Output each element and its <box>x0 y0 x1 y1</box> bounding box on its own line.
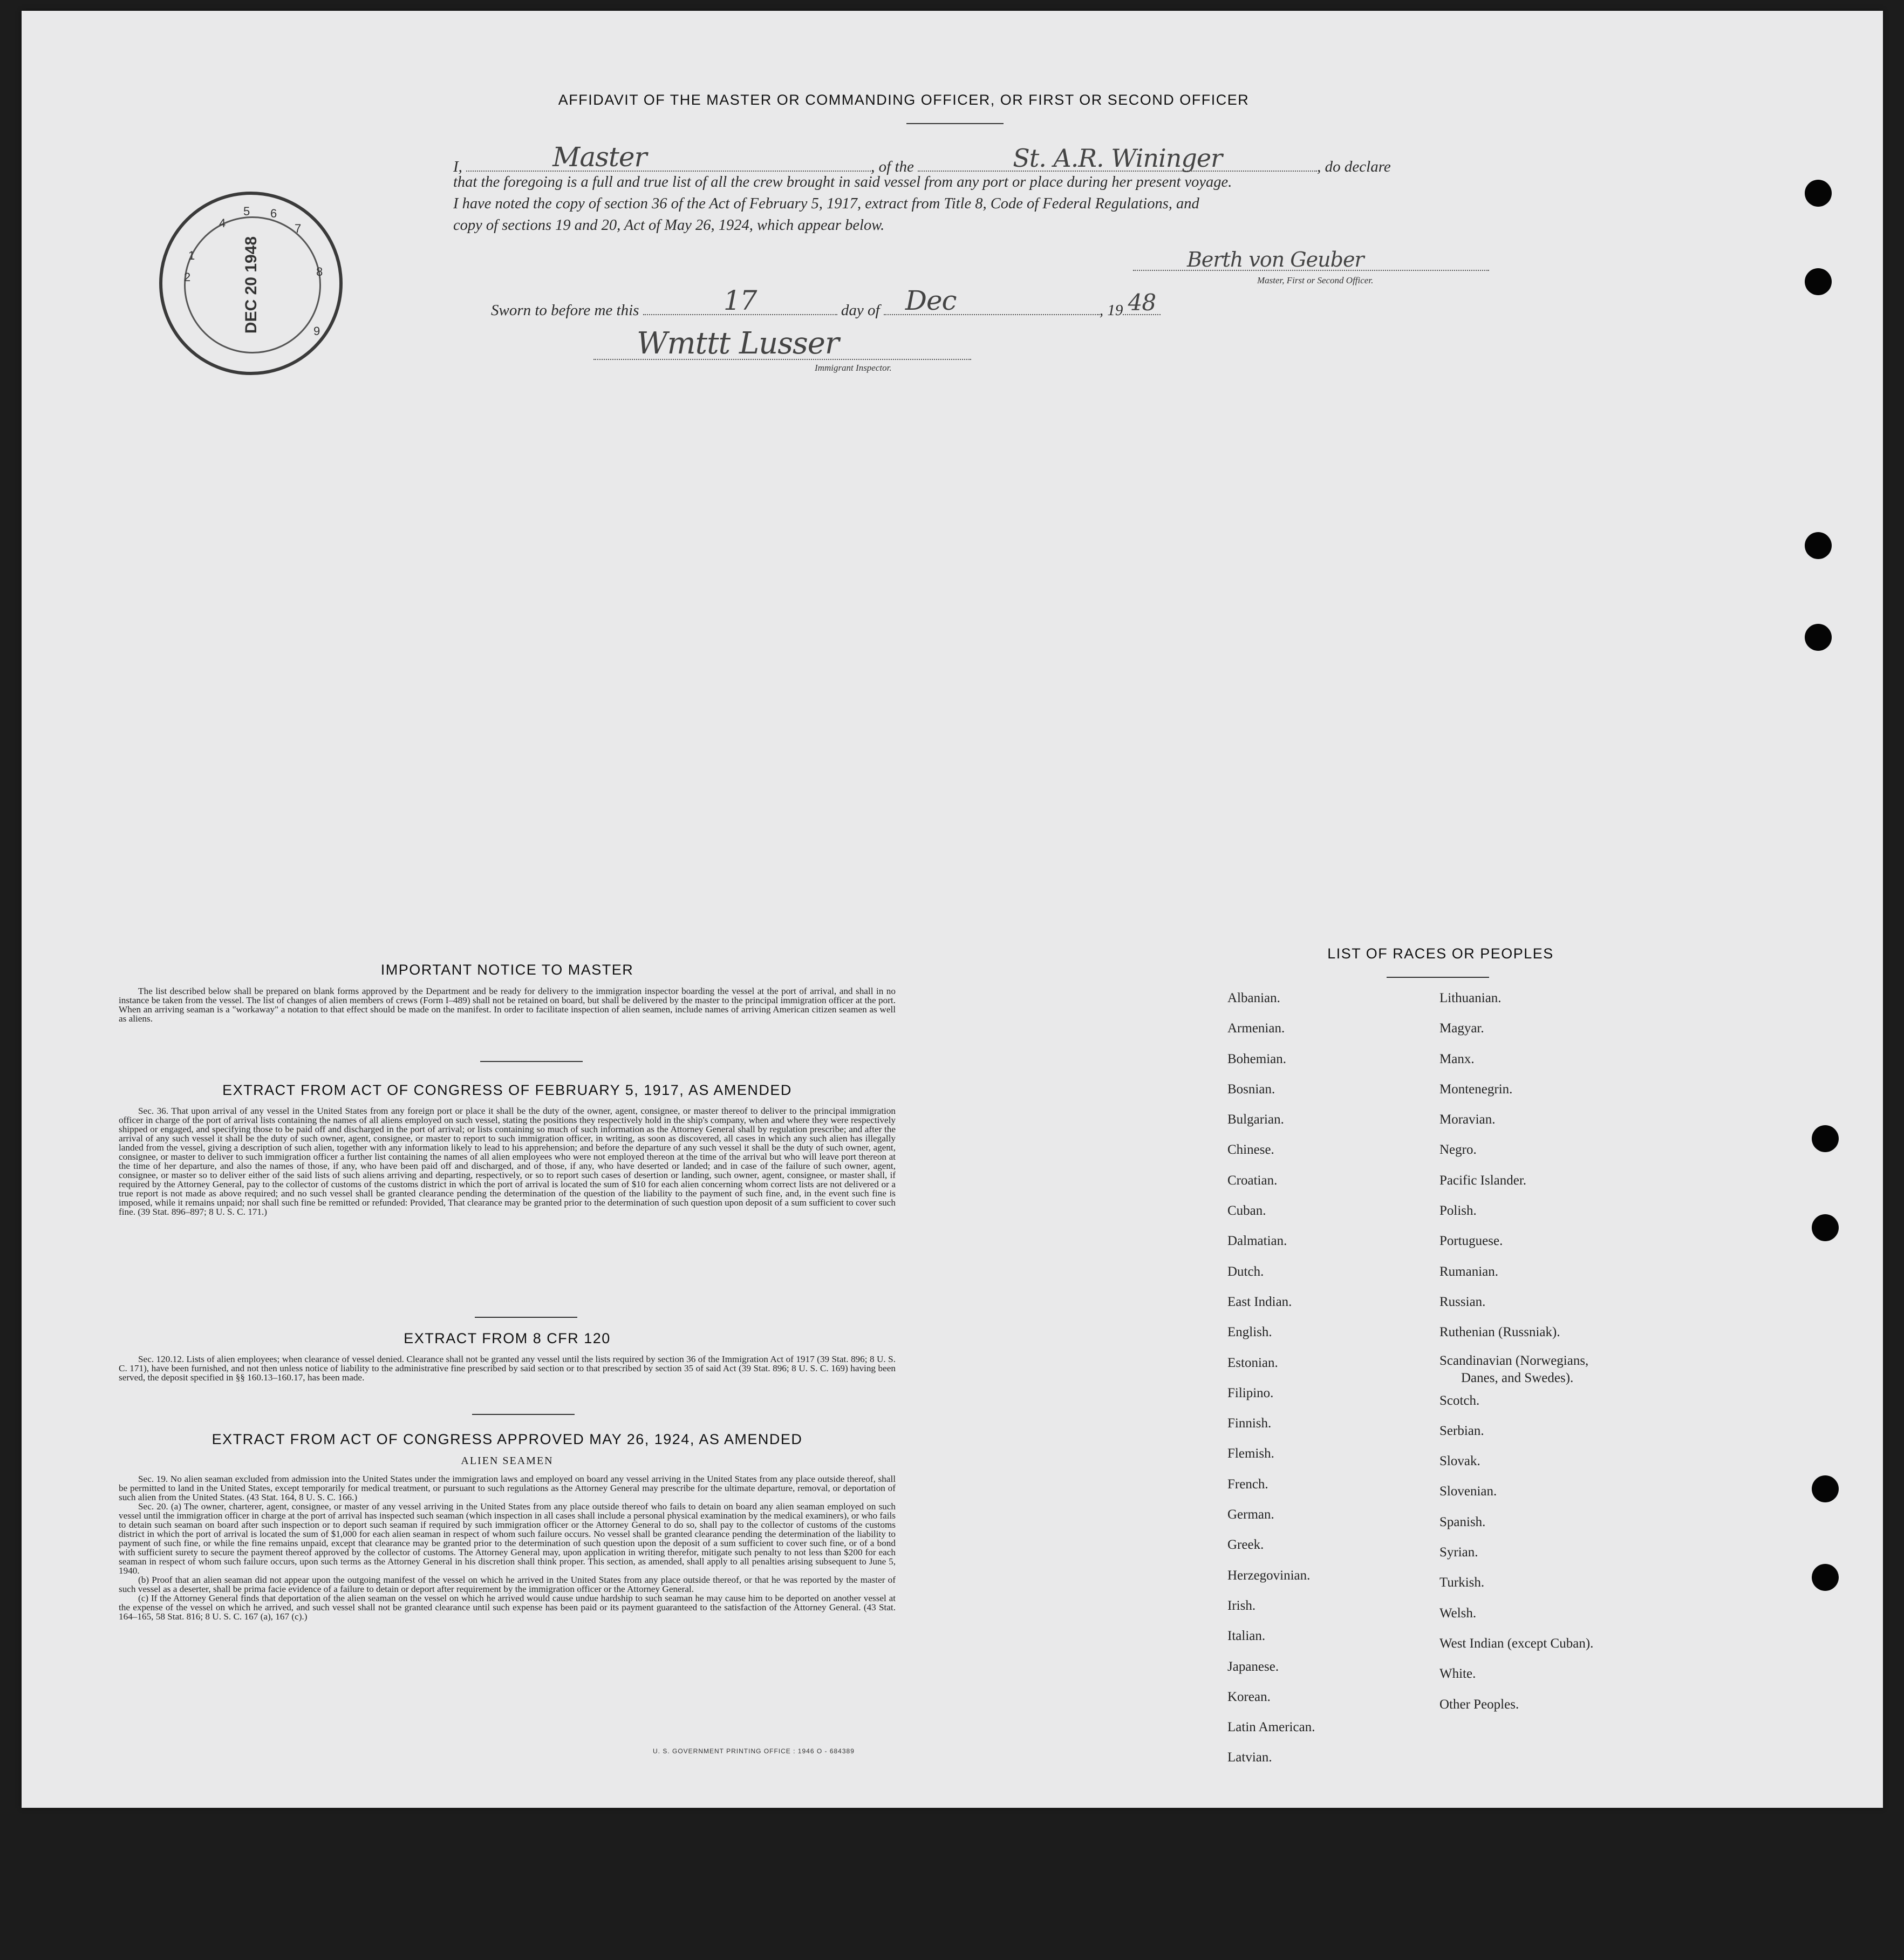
race-item: Slovak. <box>1439 1454 1480 1469</box>
races-divider <box>1387 977 1489 978</box>
race-item: Spanish. <box>1439 1514 1486 1529</box>
binder-hole <box>1812 1564 1839 1591</box>
race-item: Latin American. <box>1227 1720 1315 1735</box>
sworn-prefix: Sworn to before me this <box>491 302 639 319</box>
race-item: Welsh. <box>1439 1605 1477 1621</box>
section-divider <box>480 1061 583 1062</box>
race-item: Bulgarian. <box>1227 1112 1284 1127</box>
master-signature-line <box>1133 248 1489 271</box>
notice-text <box>119 986 896 1023</box>
document-page <box>22 11 1883 1808</box>
inspector-signature: Wmttt Lusser <box>637 326 839 361</box>
race-item: Turkish. <box>1439 1575 1485 1590</box>
race-item: Herzegovinian. <box>1227 1568 1311 1583</box>
race-item: Serbian. <box>1439 1423 1484 1438</box>
race-item: Irish. <box>1227 1598 1256 1613</box>
sworn-year-prefix: , 19 <box>1099 302 1123 319</box>
affidavit-line4: copy of sections 19 and 20, Act of May 26, 1924, which appear below. <box>453 217 885 234</box>
sworn-day-field <box>643 285 837 316</box>
race-item: Magyar. <box>1439 1021 1484 1036</box>
race-item: German. <box>1227 1507 1274 1522</box>
extract-1924-paragraph: Sec. 19. No alien seaman excluded from admission into the United States under the immigration laws and employed on board any vessel arriving in the United States from any place outside thereof, shall be permitted to land in the United States, except temporarily for medical treatment, or pursuant to such regulations as the Attorney General may prescribe for the ultimate departure, removal, or deportation of such alien from the United States. (43 Stat. 164, 8 U. S. C. 166.) <box>119 1474 896 1502</box>
master-signature: Berth von Geuber <box>1187 248 1364 271</box>
affidavit-title: AFFIDAVIT OF THE MASTER OR COMMANDING OFFICER, OR FIRST OR SECOND OFFICER <box>558 92 1250 108</box>
stamp-date: DEC 20 1948 <box>242 236 260 334</box>
race-item: French. <box>1227 1476 1268 1492</box>
races-title: LIST OF RACES OR PEOPLES <box>1327 945 1554 962</box>
race-item: Chinese. <box>1227 1142 1274 1158</box>
race-item: Filipino. <box>1227 1385 1274 1400</box>
extract-1924-paragraph: Sec. 20. (a) The owner, charterer, agent, consignee, or master of any vessel arriving in the United States from any place outside thereof who fails to detain on board any alien seaman employed on such vessel until the immigration officer in charge at the port of arrival has inspected such seaman (which inspection in all cases shall include a personal physical examination by the medical examiners), or who fails to detain such seaman on board after such inspection or to deport such seaman if required by such immigration officer or the Attorney General to do so, shall pay to the collector of customs of the customs district in which the port of arrival is located the sum of $1,000 for each alien seaman in respect of whom such failure occurs. No vessel shall be granted clearance pending the determination of the liability to payment of such fine, or while the fine remains unpaid, except that clearance may be granted prior to the determination of such question upon the deposit of a sum sufficient to cover such fine, or of a bond with sufficient surety to secure the payment thereof approved by the collector of customs. The Attorney General may, upon application in writing therefor, mitigate such penalty to not less than $200 for each seaman in respect of whom such failure occurs, upon such terms as the Attorney General in his discretion shall think proper. This section, as amended, shall apply to all penalties arising subsequent to June 5, 1940. <box>119 1501 896 1576</box>
race-item: Latvian. <box>1227 1750 1272 1765</box>
races-column-2 <box>1439 988 1593 1724</box>
extract-1917-text <box>119 1106 896 1216</box>
binder-hole <box>1812 1125 1839 1152</box>
binder-hole <box>1805 180 1832 207</box>
race-item: Montenegrin. <box>1439 1081 1513 1097</box>
race-item: Greek. <box>1227 1537 1264 1553</box>
race-item: West Indian (except Cuban). <box>1439 1636 1594 1651</box>
race-item: Russian. <box>1439 1294 1486 1309</box>
sworn-month-field <box>884 285 1100 316</box>
sworn-month: Dec <box>905 285 957 316</box>
extract-cfr-title: EXTRACT FROM 8 CFR 120 <box>404 1330 611 1346</box>
vessel-handwriting: St. A.R. Wininger <box>1013 144 1223 173</box>
stamp-digit: 1 <box>188 249 195 262</box>
sworn-line <box>491 285 1161 319</box>
stamp-digit: 2 <box>184 270 191 284</box>
race-item: Scandinavian (Norwegians, <box>1439 1353 1589 1368</box>
race-item: Scotch. <box>1439 1393 1480 1408</box>
race-item: Korean. <box>1227 1689 1271 1704</box>
immigration-stamp <box>159 192 343 375</box>
extract-1917-title: EXTRACT FROM ACT OF CONGRESS OF FEBRUARY 5, 1917, AS AMENDED <box>222 1082 792 1098</box>
stamp-digit: 5 <box>243 205 250 218</box>
race-item: Finnish. <box>1227 1416 1272 1431</box>
race-item: Polish. <box>1439 1203 1477 1219</box>
binder-hole <box>1805 624 1832 651</box>
binder-hole <box>1805 532 1832 559</box>
binder-hole <box>1812 1475 1839 1502</box>
inspector-signature-line <box>593 326 971 361</box>
race-item: Manx. <box>1439 1051 1475 1066</box>
master-handwriting: Master <box>552 141 647 173</box>
race-item: Slovenian. <box>1439 1484 1497 1499</box>
affidavit-line3: I have noted the copy of section 36 of the Act of February 5, 1917, extract from Title 8, Code of Federal Regulations, and <box>453 195 1199 212</box>
extract-1924-title: EXTRACT FROM ACT OF CONGRESS APPROVED MAY 26, 1924, AS AMENDED <box>211 1431 803 1447</box>
vessel-field <box>918 144 1317 173</box>
race-item: Negro. <box>1439 1142 1477 1158</box>
section-divider <box>475 1317 577 1318</box>
stamp-digit: 8 <box>316 265 323 278</box>
race-item: Syrian. <box>1439 1545 1478 1560</box>
race-item: English. <box>1227 1325 1272 1340</box>
affidavit-line2: that the foregoing is a full and true list of all the crew brought in said vessel from any port or place during her present voyage. <box>453 174 1232 190</box>
title-divider <box>906 123 1004 124</box>
stamp-digit: 9 <box>313 324 320 338</box>
sworn-year-field <box>1123 289 1161 316</box>
race-item: Dalmatian. <box>1227 1234 1287 1249</box>
stamp-digit: 6 <box>270 207 277 220</box>
notice-title: IMPORTANT NOTICE TO MASTER <box>380 962 634 978</box>
line1-prefix: I, <box>453 158 462 175</box>
extract-cfr-text <box>119 1355 896 1382</box>
race-item: Armenian. <box>1227 1021 1285 1036</box>
race-item: Cuban. <box>1227 1203 1266 1219</box>
race-item: Flemish. <box>1227 1446 1274 1461</box>
race-item: Bohemian. <box>1227 1051 1287 1066</box>
race-item: Bosnian. <box>1227 1081 1275 1097</box>
stamp-digit: 4 <box>219 216 226 230</box>
affidavit-line1 <box>453 141 1391 176</box>
race-item: Moravian. <box>1439 1112 1496 1127</box>
inspector-caption: Immigrant Inspector. <box>815 363 892 373</box>
race-item-continuation: Danes, and Swedes). <box>1461 1370 1574 1385</box>
printer-imprint: U. S. GOVERNMENT PRINTING OFFICE : 1946 O - 684389 <box>653 1747 855 1755</box>
extract-cfr-paragraph: Sec. 120.12. Lists of alien employees; when clearance of vessel denied. Clearance shall not be granted any vessel until the lists required by section 36 of the Immigration Act of 1917 (39 Stat. 896; 8 U. S. C. 171), have been furnished, and not then unless notice of liability to the administrative fine prescribed by said section or to that prescribed by section 35 of said Act (39 Stat. 896; 8 U. S. C. 169) having been served, the deposit specified in §§ 160.13–160.17, has been made. <box>119 1354 896 1383</box>
race-item: Other Peoples. <box>1439 1697 1519 1712</box>
extract-1924-paragraph: (c) If the Attorney General finds that deportation of the alien seaman on the vessel on which he arrived would cause undue hardship to such seaman he may cause him to be deported on another vessel at the expense of the vessel on which he arrived, and such vessel shall not be granted clearance until such expense has been paid or its payment guaranteed to the satisfaction of the Attorney General. (43 Stat. 164–165, 58 Stat. 816; 8 U. S. C. 167 (a), 167 (c).) <box>119 1593 896 1622</box>
master-field <box>466 141 871 173</box>
race-item: Croatian. <box>1227 1173 1278 1188</box>
extract-1924-text <box>119 1474 896 1621</box>
race-item: Ruthenian (Russniak). <box>1439 1325 1560 1340</box>
races-column-1 <box>1227 988 1315 1778</box>
race-item: Estonian. <box>1227 1355 1278 1370</box>
line1-mid: , of the <box>871 158 914 175</box>
race-item: Albanian. <box>1227 991 1280 1005</box>
section-divider <box>472 1414 575 1415</box>
line1-suffix: , do declare <box>1317 158 1391 175</box>
extract-1924-paragraph: (b) Proof that an alien seaman did not appear upon the outgoing manifest of the vessel on which he arrived in the United States from any place outside thereof, or that he was reported by the master of such vessel as a deserter, shall be prima facie evidence of a failure to detain or deport after requirement by the immigration officer or the Attorney General. <box>119 1575 896 1594</box>
race-item: Rumanian. <box>1439 1264 1499 1279</box>
race-item: White. <box>1439 1666 1476 1682</box>
binder-hole <box>1805 268 1832 295</box>
notice-paragraph: The list described below shall be prepared on blank forms approved by the Department and be ready for delivery to the immigration inspector boarding the vessel at the port of arrival, and shall in no instance be taken from the vessel. The list of changes of alien members of crews (Form I–489) shall not be retained on board, but shall be delivered by the master to the principal immigration officer at the port. When an arriving seaman is a "workaway" a notation to that effect should be made on the manifest. In order to facilitate inspection of alien seamen, include names of arriving American citizen seamen as well as aliens. <box>119 986 896 1024</box>
race-item: Italian. <box>1227 1629 1266 1644</box>
stamp-digit: 7 <box>295 222 302 235</box>
master-caption: Master, First or Second Officer. <box>1257 275 1374 285</box>
sworn-year: 48 <box>1128 289 1156 316</box>
race-item: Portuguese. <box>1439 1234 1503 1249</box>
sworn-day: 17 <box>723 285 757 316</box>
race-item: Lithuanian. <box>1439 991 1502 1005</box>
race-item: Dutch. <box>1227 1264 1264 1279</box>
extract-1917-paragraph: Sec. 36. That upon arrival of any vessel in the United States from any foreign port or place it shall be the duty of the owner, agent, consignee, or master thereof to deliver to the principal immigration officer in charge of the port of arrival lists containing the names of all aliens employed on such vessel, stating the positions they respectively hold in the ship's company, when and where they were respectively shipped or engaged, and specifying those to be paid off and discharged in the port of arrival; or lists containing so much of such information as the Attorney General shall by regulation prescribe; and after the arrival of any such vessel it shall be the duty of such owner, agent, consignee, or master to report to such immigration officer, in writing, as soon as discovered, all cases in which any such alien has illegally landed from the vessel, giving a description of such alien, together with any information likely to lead to his apprehension; and before the departure of any such vessel it shall be the duty of such owner, agent, consignee, or master to deliver to such immigration officer a further list containing the names of all alien employees who were not employed thereon at the time of the arrival but who will leave port thereon at the time of her departure, and also the names of those, if any, who have been paid off and discharged, and of those, if any, who have deserted or landed; and in case of the failure of such owner, agent, consignee, or master so to deliver either of the said lists of such aliens arriving and departing, respectively, or so to report such cases of desertion or landing, such owner, agent, consignee, or master shall, if required by the Attorney General, pay to the collector of customs of the customs district in which the port of arrival is located the sum of $10 for each alien concerning whom correct lists are not delivered or a true report is not made as above required; and no such vessel shall be granted clearance pending the determination of the question of the liability to the payment of such fine, and, in the event such fine is imposed, while it remains unpaid; nor shall such fine be remitted or refunded: Provided, That clearance may be granted prior to the determination of such question upon deposit of a sum sufficient to cover such fine. (39 Stat. 896–897; 8 U. S. C. 171.) <box>119 1106 896 1217</box>
race-item: Japanese. <box>1227 1659 1279 1674</box>
extract-1924-subtitle: ALIEN SEAMEN <box>461 1455 554 1467</box>
race-item: East Indian. <box>1227 1294 1292 1309</box>
binder-hole <box>1812 1214 1839 1241</box>
sworn-mid: day of <box>841 302 880 319</box>
race-item-multiline <box>1439 1352 1593 1390</box>
race-item: Pacific Islander. <box>1439 1173 1527 1188</box>
